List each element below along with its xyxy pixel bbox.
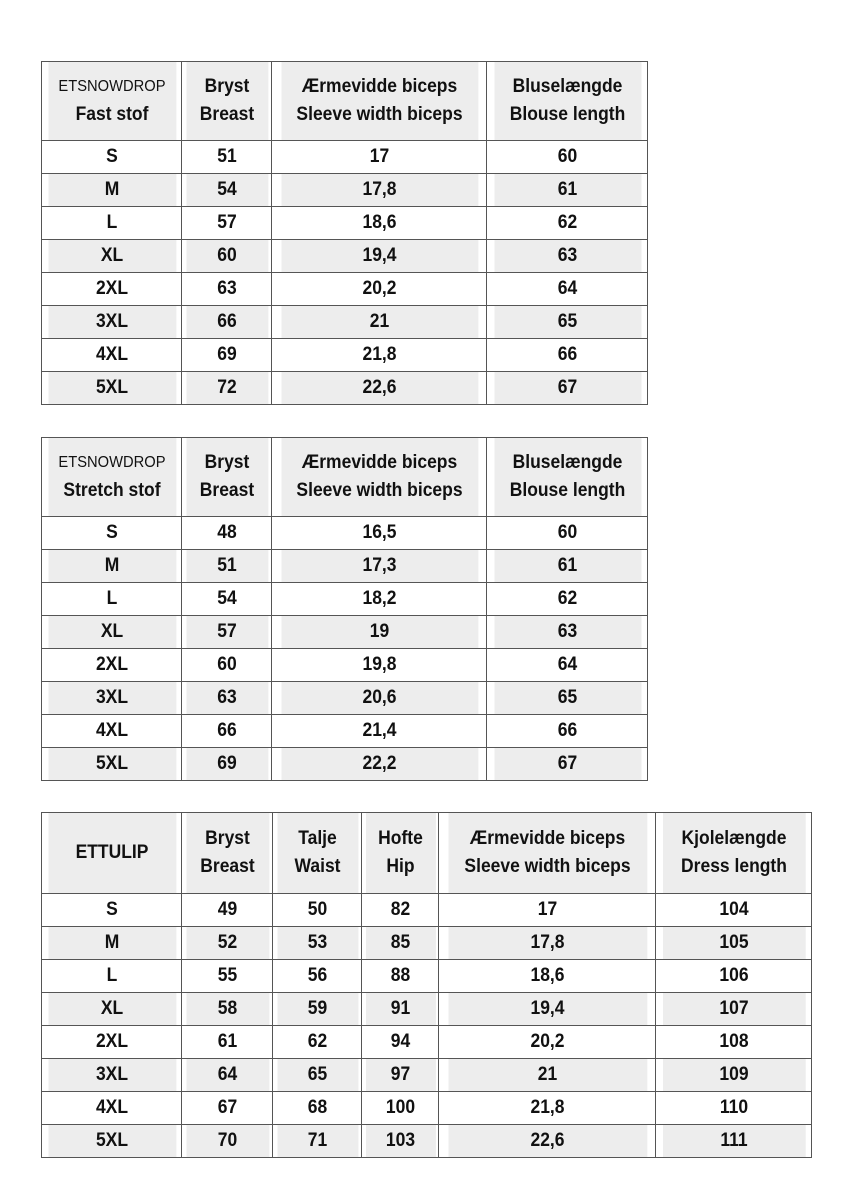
size-label-cell: XL (47, 240, 176, 273)
measurement-cell: 67 (185, 1092, 269, 1125)
table-header-row (42, 62, 648, 141)
size-label-cell: S (47, 141, 176, 174)
measurement-cell: 61 (493, 174, 641, 207)
measurement-cell: 19 (280, 616, 478, 649)
header-label-da: Ærmevidde biceps (469, 828, 625, 849)
header-label-en: Dress length (680, 856, 787, 877)
measurement-cell: 21,8 (447, 1092, 647, 1125)
measurement-cell: 85 (365, 927, 436, 960)
size-label-cell: 5XL (47, 748, 176, 781)
model-name: ETTULIP (75, 842, 148, 863)
measurement-cell: 50 (276, 894, 358, 927)
table-row (42, 927, 812, 960)
measurement-cell: 17 (280, 141, 478, 174)
size-label-cell: 4XL (47, 339, 176, 372)
measurement-cell: 104 (662, 894, 806, 927)
measurement-cell: 56 (276, 960, 358, 993)
measurement-cell: 57 (185, 207, 268, 240)
table-header-row (42, 813, 812, 894)
size-table-tulip (41, 812, 812, 1158)
measurement-cell: 18,6 (280, 207, 478, 240)
table-title-cell (47, 62, 176, 141)
table-row (42, 960, 812, 993)
measurement-cell: 110 (662, 1092, 806, 1125)
header-label-da: Bryst (204, 828, 250, 849)
measurement-cell: 63 (493, 616, 641, 649)
measurement-cell: 16,5 (280, 517, 478, 550)
table-row (42, 141, 648, 174)
measurement-cell: 107 (662, 993, 806, 1026)
table-row (42, 894, 812, 927)
measurement-cell: 63 (185, 273, 268, 306)
header-label-da: Ærmevidde biceps (301, 76, 457, 97)
measurement-cell: 52 (185, 927, 269, 960)
column-header (447, 813, 647, 894)
measurement-cell: 21,8 (280, 339, 478, 372)
measurement-cell: 48 (185, 517, 268, 550)
measurement-cell: 19,4 (447, 993, 647, 1026)
measurement-cell: 51 (185, 550, 268, 583)
measurement-cell: 22,2 (280, 748, 478, 781)
model-name: ETSNOWDROP (57, 78, 166, 95)
size-label-cell: S (47, 894, 176, 927)
column-header (185, 438, 268, 517)
table-row (42, 517, 648, 550)
table-row (42, 273, 648, 306)
table-row (42, 1125, 812, 1158)
table-row (42, 207, 648, 240)
header-label-en: Sleeve width biceps (463, 856, 631, 877)
header-label-da: Ærmevidde biceps (301, 452, 457, 473)
measurement-cell: 22,6 (447, 1125, 647, 1158)
measurement-cell: 70 (185, 1125, 269, 1158)
measurement-cell: 66 (493, 339, 641, 372)
column-header (185, 62, 268, 141)
measurement-cell: 66 (493, 715, 641, 748)
table-row (42, 649, 648, 682)
header-label-en: Blouse length (509, 480, 625, 501)
measurement-cell: 111 (662, 1125, 806, 1158)
size-table-fast (41, 61, 648, 405)
measurement-cell: 64 (493, 649, 641, 682)
header-label-en: Blouse length (509, 104, 625, 125)
size-label-cell: S (47, 517, 176, 550)
column-header (280, 438, 478, 517)
measurement-cell: 17,3 (280, 550, 478, 583)
measurement-cell: 82 (365, 894, 436, 927)
measurement-cell: 67 (493, 748, 641, 781)
size-label-cell: XL (47, 993, 176, 1026)
table-row (42, 174, 648, 207)
measurement-cell: 88 (365, 960, 436, 993)
measurement-cell: 20,6 (280, 682, 478, 715)
measurement-cell: 100 (365, 1092, 436, 1125)
header-label-en: Sleeve width biceps (295, 104, 463, 125)
size-label-cell: 2XL (47, 1026, 176, 1059)
header-label-da: Bluselængde (512, 76, 622, 97)
measurement-cell: 18,2 (280, 583, 478, 616)
measurement-cell: 63 (185, 682, 268, 715)
fabric-type: Fast stof (75, 104, 148, 125)
measurement-cell: 69 (185, 748, 268, 781)
measurement-cell: 91 (365, 993, 436, 1026)
size-label-cell: M (47, 927, 176, 960)
measurement-cell: 65 (493, 682, 641, 715)
measurement-cell: 108 (662, 1026, 806, 1059)
measurement-cell: 94 (365, 1026, 436, 1059)
table-row (42, 616, 648, 649)
measurement-cell: 62 (493, 583, 641, 616)
column-header (280, 62, 478, 141)
table-row (42, 583, 648, 616)
table-body (42, 141, 648, 405)
size-label-cell: 2XL (47, 273, 176, 306)
measurement-cell: 60 (493, 517, 641, 550)
column-header (493, 438, 641, 517)
measurement-cell: 21 (447, 1059, 647, 1092)
header-label-da: Bryst (204, 76, 249, 97)
measurement-cell: 68 (276, 1092, 358, 1125)
measurement-cell: 58 (185, 993, 269, 1026)
table-title-cell (47, 813, 176, 894)
size-label-cell: 4XL (47, 715, 176, 748)
header-label-en: Breast (199, 856, 255, 877)
measurement-cell: 17 (447, 894, 647, 927)
header-label-en: Sleeve width biceps (295, 480, 463, 501)
measurement-cell: 60 (185, 649, 268, 682)
header-label-da: Hofte (377, 828, 423, 849)
header-label-en: Waist (294, 856, 340, 877)
measurement-cell: 20,2 (447, 1026, 647, 1059)
measurement-cell: 60 (185, 240, 268, 273)
model-name: ETSNOWDROP (57, 454, 166, 471)
table-row (42, 372, 648, 405)
header-label-en: Hip (385, 856, 415, 877)
measurement-cell: 62 (493, 207, 641, 240)
table-row (42, 1059, 812, 1092)
measurement-cell: 65 (276, 1059, 358, 1092)
table-row (42, 339, 648, 372)
measurement-cell: 97 (365, 1059, 436, 1092)
header-label-da: Bryst (204, 452, 249, 473)
table-row (42, 240, 648, 273)
measurement-cell: 19,4 (280, 240, 478, 273)
table-row (42, 550, 648, 583)
measurement-cell: 22,6 (280, 372, 478, 405)
size-table-stretch (41, 437, 648, 781)
table-title-cell (47, 438, 176, 517)
column-header (185, 813, 269, 894)
measurement-cell: 61 (185, 1026, 269, 1059)
table-header-row (42, 438, 648, 517)
table-row (42, 715, 648, 748)
column-header (365, 813, 436, 894)
measurement-cell: 21,4 (280, 715, 478, 748)
header-label-en: Breast (199, 104, 254, 125)
measurement-cell: 18,6 (447, 960, 647, 993)
column-header (493, 62, 641, 141)
header-label-en: Breast (199, 480, 254, 501)
table-row (42, 1092, 812, 1125)
header-label-da: Bluselængde (512, 452, 622, 473)
measurement-cell: 59 (276, 993, 358, 1026)
measurement-cell: 64 (185, 1059, 269, 1092)
measurement-cell: 67 (493, 372, 641, 405)
measurement-cell: 62 (276, 1026, 358, 1059)
size-label-cell: XL (47, 616, 176, 649)
size-label-cell: 3XL (47, 306, 176, 339)
size-label-cell: M (47, 174, 176, 207)
column-header (276, 813, 358, 894)
measurement-cell: 63 (493, 240, 641, 273)
header-label-da: Kjolelængde (681, 828, 786, 849)
size-label-cell: M (47, 550, 176, 583)
measurement-cell: 53 (276, 927, 358, 960)
measurement-cell: 55 (185, 960, 269, 993)
table-body (42, 894, 812, 1158)
measurement-cell: 66 (185, 715, 268, 748)
header-label-da: Talje (297, 828, 337, 849)
measurement-cell: 51 (185, 141, 268, 174)
measurement-cell: 17,8 (447, 927, 647, 960)
table-body (42, 517, 648, 781)
table-row (42, 682, 648, 715)
measurement-cell: 19,8 (280, 649, 478, 682)
measurement-cell: 103 (365, 1125, 436, 1158)
measurement-cell: 61 (493, 550, 641, 583)
measurement-cell: 60 (493, 141, 641, 174)
table-row (42, 993, 812, 1026)
fabric-type: Stretch stof (62, 480, 161, 501)
measurement-cell: 69 (185, 339, 268, 372)
measurement-cell: 66 (185, 306, 268, 339)
size-label-cell: L (47, 583, 176, 616)
measurement-cell: 57 (185, 616, 268, 649)
measurement-cell: 17,8 (280, 174, 478, 207)
column-header (662, 813, 806, 894)
size-label-cell: 5XL (47, 372, 176, 405)
measurement-cell: 109 (662, 1059, 806, 1092)
measurement-cell: 20,2 (280, 273, 478, 306)
size-label-cell: 5XL (47, 1125, 176, 1158)
measurement-cell: 54 (185, 583, 268, 616)
size-label-cell: L (47, 207, 176, 240)
size-label-cell: 3XL (47, 1059, 176, 1092)
measurement-cell: 21 (280, 306, 478, 339)
measurement-cell: 71 (276, 1125, 358, 1158)
size-label-cell: 4XL (47, 1092, 176, 1125)
measurement-cell: 65 (493, 306, 641, 339)
measurement-cell: 105 (662, 927, 806, 960)
measurement-cell: 64 (493, 273, 641, 306)
table-row (42, 306, 648, 339)
size-label-cell: 3XL (47, 682, 176, 715)
table-row (42, 748, 648, 781)
measurement-cell: 106 (662, 960, 806, 993)
measurement-cell: 49 (185, 894, 269, 927)
size-label-cell: L (47, 960, 176, 993)
measurement-cell: 72 (185, 372, 268, 405)
size-label-cell: 2XL (47, 649, 176, 682)
table-row (42, 1026, 812, 1059)
measurement-cell: 54 (185, 174, 268, 207)
